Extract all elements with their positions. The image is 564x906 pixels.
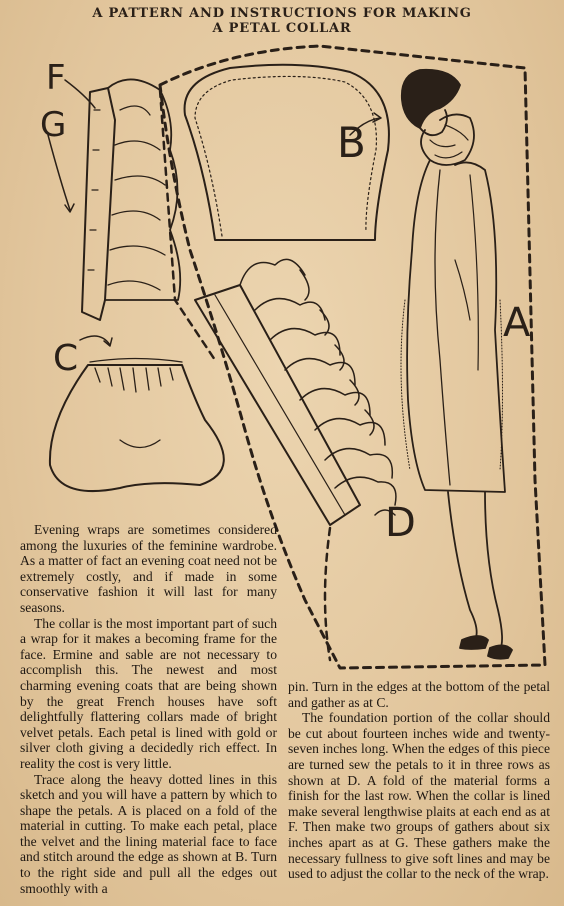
article-column-2 — [288, 679, 550, 882]
collar-d-foundation — [195, 285, 360, 525]
c-arrow — [80, 336, 110, 345]
article-column-1 — [20, 522, 277, 896]
paragraph: The foundation portion of the collar should be cut about fourteen inches wide and twenty-seven inches long. When the edges of this piece are turned sew the petals to it in three rows as shown at D. A fold of the material forms a finish for the last row. When the collar is lined make several lengthwise plaits at each end as at F. Then make two groups of gathers about six inches apart as at G. These gathers make the necessary fullness to give soft lines and may be used to adjust the collar to the neck of the wrap. — [288, 710, 550, 882]
paragraph: The collar is the most important part of such a wrap for it makes a becoming frame for the face. Ermine and sable are not necessary to accomplish this. The newest and most charming evening coats that are being shown by the great French houses have soft delightfully flattering collars made of bright velvet petals. Each petal is lined with gold or silver cloth giving a decidedly rich effect. In reality the cost is very little. — [20, 615, 277, 771]
paragraph: Evening wraps are sometimes considered among the luxuries of the feminine wardrobe. As a matter of fact an evening coat need not be extremely costly, and if made in some conservative fashion it will last for many seasons. — [20, 522, 277, 615]
woman-shoes — [460, 636, 512, 659]
paragraph: pin. Turn in the edges at the bottom of the petal and gather as at C. — [288, 679, 550, 710]
label-d: D — [385, 500, 416, 546]
paragraph: Trace along the heavy dotted lines in this sketch and you will have a pattern by which to shape the petals. A is placed on a fold of the material in cutting. To make each petal, place the velvet and the lining material face to face and stitch around the edge as shown at B. Turn to the right side and pull all the edges out smoothly with a — [20, 771, 277, 896]
label-f: F — [46, 58, 66, 98]
label-a: A — [503, 300, 531, 346]
woman-in-wrap — [401, 70, 512, 659]
g-arrow — [48, 135, 70, 210]
petal-c-outline — [50, 365, 224, 491]
title-line-2: A PETAL COLLAR — [212, 21, 352, 36]
title-line-1: A PATTERN AND INSTRUCTIONS FOR MAKING — [92, 6, 472, 21]
woman-hair — [402, 70, 460, 128]
coat-outline — [407, 160, 505, 492]
label-b: B — [337, 118, 366, 167]
collar-strip-fg — [82, 88, 115, 320]
woman-legs — [448, 492, 502, 650]
label-g: G — [40, 105, 67, 145]
label-c: C — [53, 338, 79, 379]
